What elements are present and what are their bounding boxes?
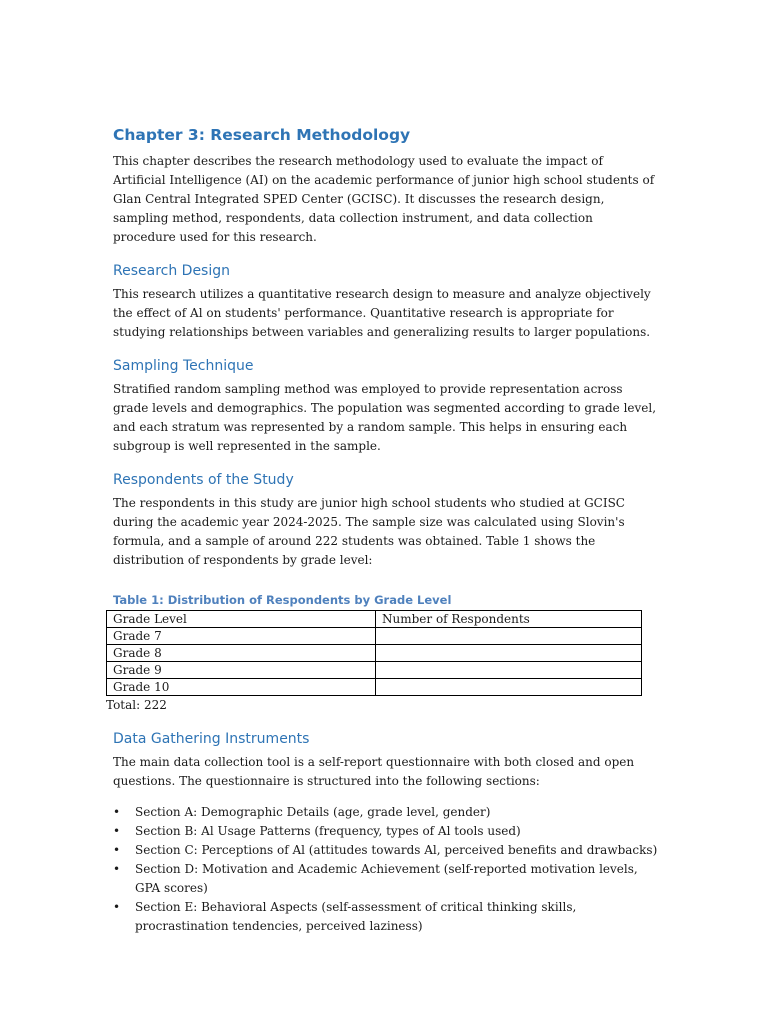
respondents-heading: Respondents of the Study — [113, 472, 294, 488]
bullet-icon: • — [113, 805, 121, 819]
table-cell — [376, 645, 642, 662]
bullet-icon: • — [113, 862, 121, 876]
table-row — [107, 628, 642, 645]
table-cell: Grade 7 — [107, 628, 376, 645]
table-header-cell: Number of Respondents — [376, 611, 642, 628]
sampling-heading: Sampling Technique — [113, 358, 254, 374]
instruments-heading: Data Gathering Instruments — [113, 731, 310, 747]
intro-paragraph: This chapter describes the research methodology used to evaluate the impact of Artificial Intelligence (AI) on the academic performance of junior high school students of Glan Central Integrated SPED Center (GCISC). It discusses the research design, sampling method, respondents, data collection instrument, and data collection procedure used for this research. — [113, 154, 655, 244]
list-item — [113, 841, 658, 860]
list-item-text: Section D: Motivation and Academic Achievement (self-reported motivation levels, GPA scores) — [135, 862, 638, 895]
list-item-text: Section A: Demographic Details (age, grade level, gender) — [135, 805, 491, 819]
list-item — [113, 898, 658, 936]
list-item-text: Section B: Al Usage Patterns (frequency, types of Al tools used) — [135, 824, 521, 838]
list-item — [113, 822, 658, 841]
table-row — [107, 662, 642, 679]
table-total: Total: 222 — [106, 698, 167, 712]
chapter-title: Chapter 3: Research Methodology — [113, 126, 411, 144]
table-header-row — [107, 611, 642, 628]
bullet-icon: • — [113, 843, 121, 857]
questionnaire-sections-list — [113, 803, 658, 936]
table-cell: Grade 10 — [107, 679, 376, 696]
bullet-icon: • — [113, 824, 121, 838]
list-item-text: Section E: Behavioral Aspects (self-assessment of critical thinking skills, procrastination tendencies, perceived laziness) — [135, 900, 577, 933]
table-header-cell: Grade Level — [107, 611, 376, 628]
document-body — [106, 124, 658, 936]
research-design-paragraph: This research utilizes a quantitative research design to measure and analyze objectively the effect of Al on students' performance. Quantitative research is appropriate for studying relationships between variables and generalizing results to larger populations. — [113, 287, 651, 339]
instruments-paragraph: The main data collection tool is a self-report questionnaire with both closed and open questions. The questionnaire is structured into the following sections: — [113, 755, 635, 788]
table-row — [107, 679, 642, 696]
table-caption: Table 1: Distribution of Respondents by Grade Level — [113, 593, 452, 607]
list-item — [113, 803, 658, 822]
respondents-table — [106, 610, 642, 696]
respondents-paragraph: The respondents in this study are junior high school students who studied at GCISC during the academic year 2024-2025. The sample size was calculated using Slovin's formula, and a sample of around 222 students was obtained. Table 1 shows the distribution of respondents by grade level: — [113, 496, 625, 567]
bullet-icon: • — [113, 900, 121, 914]
sampling-paragraph: Stratified random sampling method was employed to provide representation across grade levels and demographics. The population was segmented according to grade level, and each stratum was represented by a random sample. This helps in ensuring each subgroup is well represented in the sample. — [113, 382, 657, 453]
table-cell — [376, 628, 642, 645]
table-cell — [376, 662, 642, 679]
research-design-heading: Research Design — [113, 263, 231, 279]
table-cell — [376, 679, 642, 696]
table-cell: Grade 8 — [107, 645, 376, 662]
list-item — [113, 860, 658, 898]
table-cell: Grade 9 — [107, 662, 376, 679]
list-item-text: Section C: Perceptions of Al (attitudes towards Al, perceived benefits and drawbacks) — [135, 843, 658, 857]
table-row — [107, 645, 642, 662]
